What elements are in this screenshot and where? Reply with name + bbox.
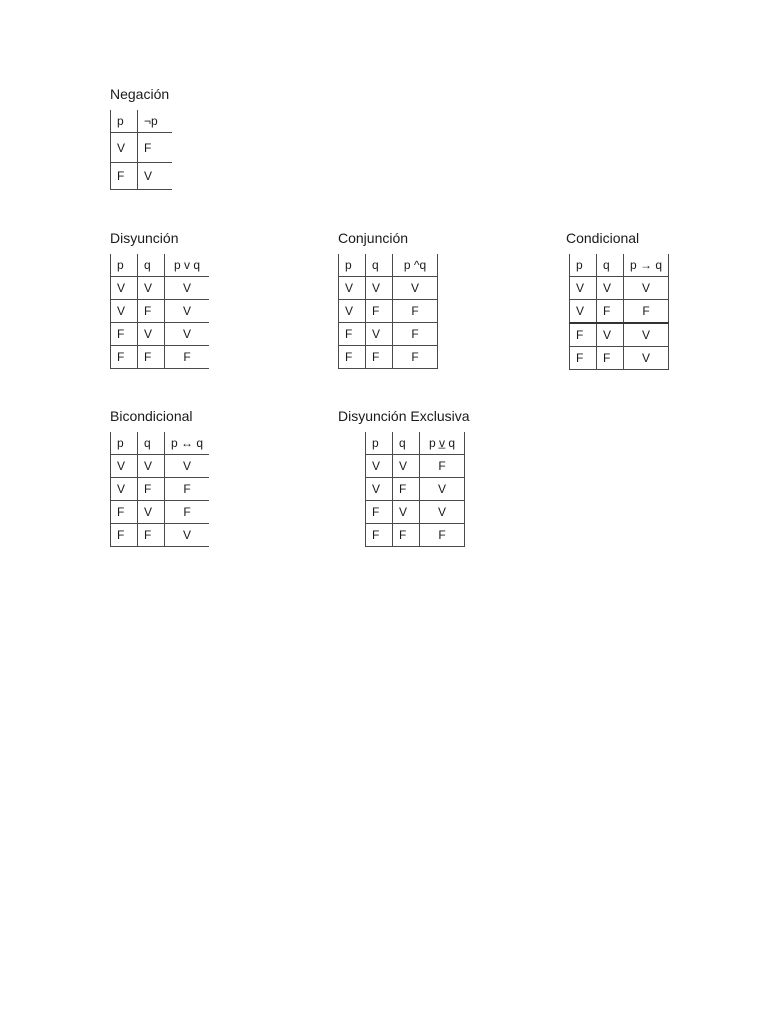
- table-row: [366, 501, 465, 524]
- condicional-title: Condicional: [566, 230, 640, 246]
- table-cell: F: [597, 347, 624, 370]
- table-cell: F: [111, 524, 138, 547]
- table-cell: V: [138, 455, 165, 478]
- table-cell: F: [138, 300, 165, 323]
- table-row: [570, 347, 669, 370]
- table-row: [339, 277, 438, 300]
- header-cell: q: [138, 432, 165, 455]
- table-header-row: [570, 254, 669, 277]
- negacion-section: [110, 86, 172, 190]
- disyuncion-section: [110, 230, 209, 369]
- table-cell: V: [165, 300, 210, 323]
- header-cell: p ↔ q: [165, 432, 210, 455]
- table-cell: V: [624, 323, 669, 347]
- table-header-row: [111, 432, 210, 455]
- table-cell: V: [393, 455, 420, 478]
- table-row: [111, 455, 210, 478]
- table-header-row: [366, 432, 465, 455]
- header-cell: p: [570, 254, 597, 277]
- negacion-truth-table: [110, 110, 172, 190]
- table-cell: V: [111, 133, 138, 163]
- table-row: [111, 478, 210, 501]
- table-cell: V: [570, 277, 597, 300]
- table-cell: V: [111, 277, 138, 300]
- table-cell: F: [366, 524, 393, 547]
- table-row: [339, 300, 438, 323]
- table-row: [111, 163, 173, 190]
- table-row: [339, 346, 438, 369]
- table-cell: F: [366, 501, 393, 524]
- table-cell: V: [420, 501, 465, 524]
- conjuncion-section: [338, 230, 438, 369]
- table-cell: V: [366, 323, 393, 346]
- table-cell: V: [624, 277, 669, 300]
- table-cell: F: [570, 347, 597, 370]
- bicondicional-title: Bicondicional: [110, 408, 193, 424]
- header-cell: p: [366, 432, 393, 455]
- table-cell: F: [165, 346, 210, 369]
- header-cell: p v̲ q: [420, 432, 465, 455]
- table-row: [366, 455, 465, 478]
- table-row: [339, 323, 438, 346]
- header-cell: p: [111, 432, 138, 455]
- table-cell: V: [165, 455, 210, 478]
- conjuncion-title: Conjunción: [338, 230, 409, 246]
- table-cell: F: [420, 524, 465, 547]
- table-cell: V: [624, 347, 669, 370]
- table-header-row: [111, 110, 173, 133]
- table-cell: F: [624, 300, 669, 324]
- table-cell: F: [165, 501, 210, 524]
- table-row: [570, 277, 669, 300]
- table-row: [570, 300, 669, 324]
- header-cell: p v q: [165, 254, 210, 277]
- table-cell: V: [570, 300, 597, 324]
- table-cell: F: [138, 346, 165, 369]
- header-cell: p ^q: [393, 254, 438, 277]
- table-cell: V: [138, 501, 165, 524]
- table-row: [366, 524, 465, 547]
- table-cell: V: [111, 300, 138, 323]
- table-cell: F: [393, 346, 438, 369]
- table-cell: V: [339, 300, 366, 323]
- table-header-row: [111, 254, 210, 277]
- table-cell: V: [165, 277, 210, 300]
- disyuncion-title: Disyunción: [110, 230, 179, 246]
- table-cell: F: [111, 323, 138, 346]
- disyuncion-exclusiva-section: [338, 408, 470, 547]
- table-cell: F: [393, 300, 438, 323]
- table-cell: V: [597, 277, 624, 300]
- disyuncion-exclusiva-title: Disyunción Exclusiva: [338, 408, 470, 424]
- table-cell: F: [111, 346, 138, 369]
- table-cell: F: [366, 300, 393, 323]
- header-cell: p: [111, 110, 138, 133]
- header-cell: ¬p: [138, 110, 173, 133]
- table-cell: V: [339, 277, 366, 300]
- disyuncion-exclusiva-truth-table: [365, 432, 465, 547]
- bicondicional-section: [110, 408, 209, 547]
- conjuncion-truth-table: [338, 254, 438, 369]
- table-cell: F: [138, 133, 173, 163]
- header-cell: q: [138, 254, 165, 277]
- table-cell: F: [393, 524, 420, 547]
- table-row: [366, 478, 465, 501]
- table-cell: V: [366, 277, 393, 300]
- header-cell: p: [111, 254, 138, 277]
- table-cell: V: [138, 163, 173, 190]
- header-cell: q: [597, 254, 624, 277]
- table-cell: F: [138, 478, 165, 501]
- table-cell: F: [597, 300, 624, 324]
- table-cell: V: [420, 478, 465, 501]
- table-row: [111, 133, 173, 163]
- table-row: [111, 323, 210, 346]
- table-cell: V: [138, 277, 165, 300]
- table-cell: F: [339, 346, 366, 369]
- table-cell: V: [165, 524, 210, 547]
- table-header-row: [339, 254, 438, 277]
- table-cell: F: [339, 323, 366, 346]
- table-cell: F: [138, 524, 165, 547]
- table-cell: V: [111, 455, 138, 478]
- table-row: [570, 323, 669, 347]
- table-cell: V: [138, 323, 165, 346]
- table-cell: V: [366, 478, 393, 501]
- table-cell: F: [111, 163, 138, 190]
- table-cell: V: [393, 277, 438, 300]
- header-cell: q: [366, 254, 393, 277]
- condicional-truth-table: [569, 254, 669, 370]
- bicondicional-truth-table: [110, 432, 209, 547]
- disyuncion-truth-table: [110, 254, 209, 369]
- table-cell: V: [366, 455, 393, 478]
- table-row: [111, 300, 210, 323]
- negacion-title: Negación: [110, 86, 170, 102]
- table-cell: F: [570, 323, 597, 347]
- table-row: [111, 346, 210, 369]
- table-cell: V: [393, 501, 420, 524]
- table-row: [111, 501, 210, 524]
- table-cell: F: [420, 455, 465, 478]
- table-cell: V: [111, 478, 138, 501]
- table-cell: F: [393, 478, 420, 501]
- table-cell: F: [165, 478, 210, 501]
- table-row: [111, 277, 210, 300]
- table-row: [111, 524, 210, 547]
- condicional-section: [566, 230, 669, 370]
- table-cell: F: [366, 346, 393, 369]
- table-cell: F: [111, 501, 138, 524]
- table-cell: F: [393, 323, 438, 346]
- header-cell: q: [393, 432, 420, 455]
- table-cell: V: [165, 323, 210, 346]
- header-cell: p → q: [624, 254, 669, 277]
- table-cell: V: [597, 323, 624, 347]
- header-cell: p: [339, 254, 366, 277]
